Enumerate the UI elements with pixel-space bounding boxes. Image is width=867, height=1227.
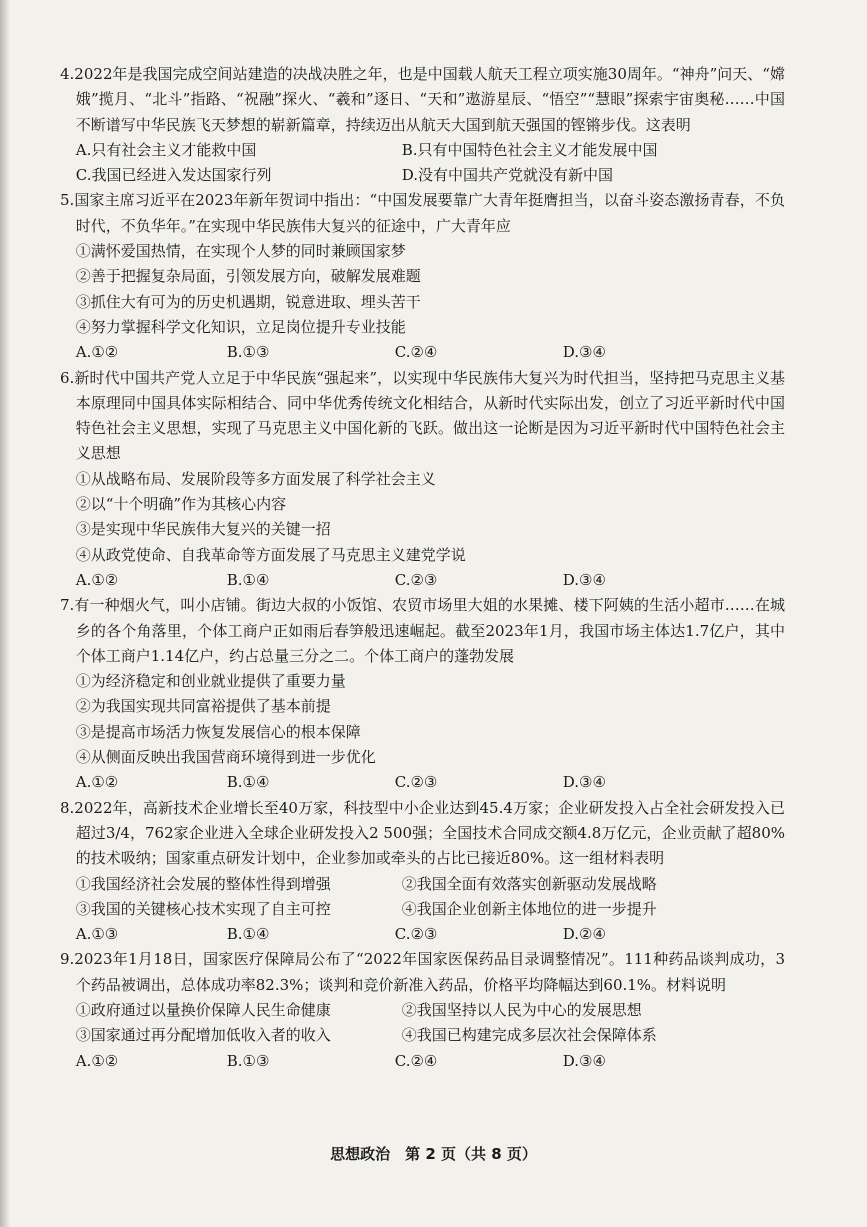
option-row [60,897,785,922]
choice-a: A.只有社会主义才能救中国 [75,140,257,159]
question-4 [60,62,785,188]
option-row [60,872,785,897]
question-stem: 5.国家主席习近平在2023年新年贺词中指出：“中国发展要靠广大青年挺膺担当，以奋斗姿态激扬青春，不负时代，不负华年。”在实现中华民族伟大复兴的征途中，广大青年应 [60,191,785,235]
choice-b: B.①③ [226,1051,270,1070]
choice-c: C.②③ [394,570,438,589]
choice-d: D.③④ [562,570,606,589]
option-item: ①为经济稳定和创业就业提供了重要力量 [75,672,346,691]
option-item: ③是实现中华民族伟大复兴的关键一招 [75,520,331,539]
option-item: ②我国全面有效落实创新驱动发展战略 [401,874,657,893]
choice-b: B.①③ [226,343,270,362]
option-item: ②以“十个明确”作为其核心内容 [75,495,287,514]
choice-a: A.①③ [75,925,119,944]
choice-c: C.②④ [394,1051,438,1070]
question-9 [60,947,785,1073]
choice-a: A.①② [75,773,119,792]
option-item: ③是提高市场活力恢复发展信心的根本保障 [75,722,361,741]
choice-b: B.只有中国特色社会主义才能发展中国 [401,140,658,159]
option-item: ④我国企业创新主体地位的进一步提升 [401,899,657,918]
option-item: ③国家通过再分配增加低收入者的收入 [75,1026,331,1045]
scan-edge-shadow [0,0,10,1227]
choice-row [60,163,785,188]
choice-c: C.②④ [394,343,438,362]
question-7 [60,593,785,795]
question-stem: 6.新时代中国共产党人立足于中华民族“强起来”，以实现中华民族伟大复兴为时代担当，坚持把马克思主义基本原理同中国具体实际相结合、同中华优秀传统文化相结合，从新时代实际出发，创立了习近平新时代中国特色社会主义思想，实现了马克思主义中国化新的飞跃。做出这一论断是因为习近平新时代中国特色社会主义思想 [60,368,785,463]
choice-row [60,1049,785,1074]
choice-row [60,340,785,365]
choice-d: D.没有中国共产党就没有新中国 [401,166,614,185]
option-item: ④从侧面反映出我国营商环境得到进一步优化 [75,748,376,767]
option-row [60,998,785,1023]
question-8 [60,796,785,948]
option-item: ①满怀爱国热情，在实现个人梦的同时兼顾国家梦 [75,242,406,261]
option-item: ①政府通过以量换价保障人民生命健康 [75,1000,331,1019]
choice-c: C.我国已经进入发达国家行列 [75,166,272,185]
question-stem: 9.2023年1月18日，国家医疗保障局公布了“2022年国家医保药品目录调整情况”。111种药品谈判成功，3个药品被调出，总体成功率82.3%；谈判和竞价新准入药品，价格平均降幅达到60.1%。材料说明 [60,950,785,994]
choice-a: A.①② [75,1051,119,1070]
option-row [60,1023,785,1048]
choice-c: C.②③ [394,773,438,792]
choice-d: D.③④ [562,1051,606,1070]
choice-a: A.①② [75,343,119,362]
question-6 [60,366,785,594]
question-stem: 7.有一种烟火气，叫小店铺。街边大叔的小饭馆、农贸市场里大姐的水果摊、楼下阿姨的生活小超市……在城乡的各个角落里，个体工商户正如雨后春笋般迅速崛起。截至2023年1月，我国市场主体达1.7亿户，其中个体工商户1.14亿户，约占总量三分之二。个体工商户的蓬勃发展 [60,596,785,665]
choice-b: B.①④ [226,925,270,944]
choice-d: D.②④ [562,925,606,944]
option-item: ①从战略布局、发展阶段等多方面发展了科学社会主义 [75,469,436,488]
choice-d: D.③④ [562,343,606,362]
choice-b: B.①④ [226,773,270,792]
option-item: ②善于把握复杂局面，引领发展方向，破解发展难题 [75,267,421,286]
question-stem: 4.2022年是我国完成空间站建造的决战决胜之年，也是中国载人航天工程立项实施30周年。“神舟”问天、“嫦娥”揽月、“北斗”指路、“祝融”探火、“羲和”逐日、“天和”遨游星辰、“悟空”“慧眼”探索宇宙奥秘……中国不断谱写中华民族飞天梦想的崭新篇章，持续迈出从航天大国到航天强国的铿锵步伐。这表明 [60,65,785,134]
choice-row [60,922,785,947]
question-stem: 8.2022年，高新技术企业增长至40万家，科技型中小企业达到45.4万家；企业研发投入占全社会研发投入已超过3/4，762家企业进入全球企业研发投入2 500强；全国技术合同成交额4.8万亿元，企业贡献了超80%的技术吸纳；国家重点研发计划中，企业参加或牵头的占比已接近80%。这一组材料表明 [60,798,785,868]
option-item: ③抓住大有可为的历史机遇期，锐意进取、埋头苦干 [75,292,421,311]
option-item: ③我国的关键核心技术实现了自主可控 [75,899,331,918]
choice-b: B.①④ [226,570,270,589]
option-item: ①我国经济社会发展的整体性得到增强 [75,874,331,893]
option-item: ④努力掌握科学文化知识，立足岗位提升专业技能 [75,317,406,336]
choice-row [60,568,785,593]
option-item: ②我国坚持以人民为中心的发展思想 [401,1000,642,1019]
option-item: ④我国已构建完成多层次社会保障体系 [401,1026,657,1045]
choice-c: C.②③ [394,925,438,944]
choice-row [60,138,785,163]
choice-a: A.①② [75,570,119,589]
option-item: ④从政党使命、自我革命等方面发展了马克思主义建党学说 [75,545,466,564]
page-footer: 思想政治 第 2 页（共 8 页） [330,1145,537,1163]
choice-row [60,770,785,795]
question-5 [60,188,785,365]
option-item: ②为我国实现共同富裕提供了基本前提 [75,697,331,716]
question-list [60,62,785,1074]
choice-d: D.③④ [562,773,606,792]
